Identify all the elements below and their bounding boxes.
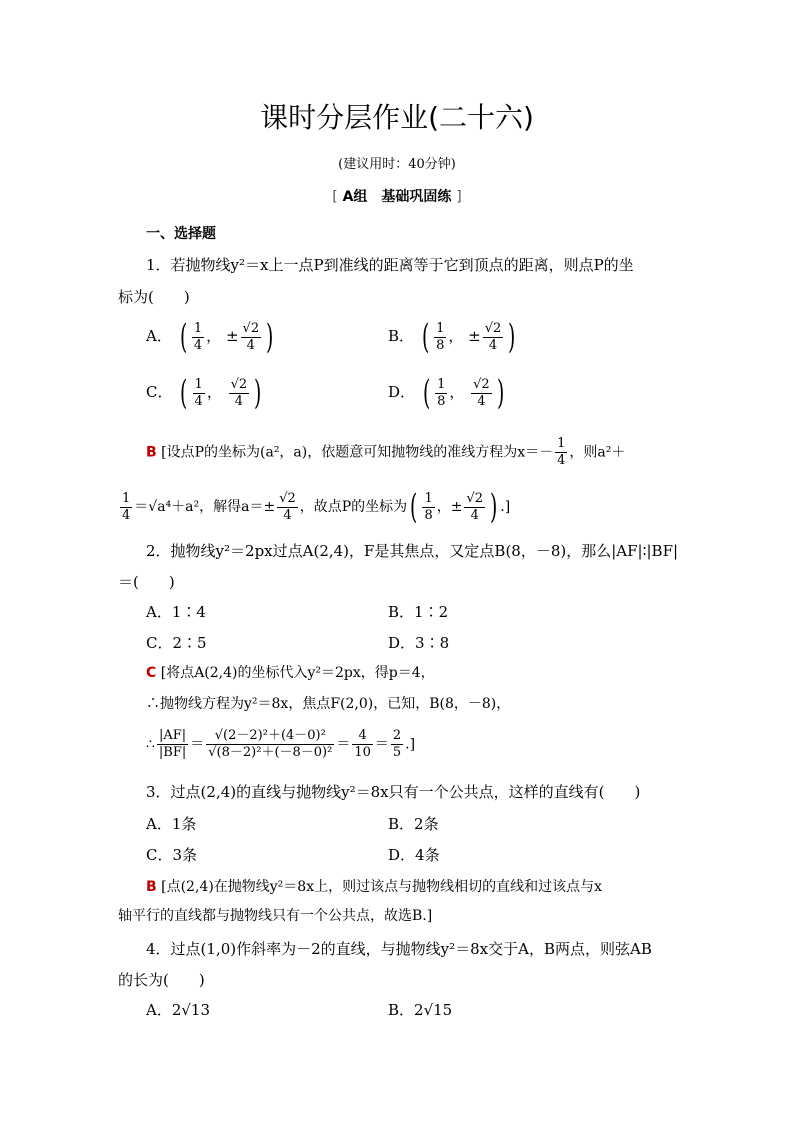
frac-num: 1 [194, 376, 203, 392]
frac-num: 1 [193, 320, 203, 336]
q1-option-d: D． ( $\frac{1}{8}$ ， $\frac{√2}{4}$ ) [388, 373, 504, 413]
right-paren: ) [490, 487, 498, 527]
right-paren: ) [266, 317, 274, 357]
q1-option-a-label: A． [146, 327, 172, 345]
group-tag-left: [ [332, 189, 338, 205]
q3-solution-line1 [146, 877, 602, 897]
q2-option-b: B．1∶2 [388, 603, 449, 621]
frac-den: 10 [354, 745, 371, 760]
q1-sol-tail2: ，故点P的坐标为 [299, 499, 408, 515]
q1-solution-line1 [146, 436, 625, 469]
q1-sol-pt-y [464, 491, 485, 524]
frac-den: 8 [436, 337, 445, 353]
frac-den: 4 [193, 337, 203, 353]
q2-sol-f4 [391, 728, 403, 761]
q1-c-y [229, 377, 250, 410]
frac-num: |AF| [157, 728, 188, 745]
group-tag-label: A组 基础巩固练 [342, 189, 452, 205]
q1-option-a: A． ( $\frac{1}{4}$ ， ± $\frac{√2}{4}$ ) [146, 317, 274, 357]
q2-sol-f1 [157, 728, 188, 761]
q4-option-b: B．2√15 [388, 1001, 453, 1019]
frac-den: 8 [424, 507, 433, 523]
q1-stem-line1: 1．若抛物线y²＝x上一点P到准线的距离等于它到顶点的距离，则点P的坐 [146, 256, 634, 274]
q1-b-x [434, 321, 446, 354]
right-paren: ) [254, 373, 262, 413]
q1-sol-text1: [设点P的坐标为(a²，a)，依题意可知抛物线的准线方程为x＝－ [161, 444, 554, 461]
section-heading: 一、选择题 [146, 226, 216, 242]
frac-num: √2 [466, 490, 484, 506]
frac-den: 8 [437, 393, 446, 409]
frac-den: 4 [234, 393, 244, 409]
frac-num: √2 [242, 320, 260, 336]
q3-option-a: A．1条 [146, 815, 197, 833]
q3-solution-line2: 轴平行的直线都与抛物线只有一个公共点，故选B.] [118, 908, 433, 924]
q2-stem-line2: ＝( ) [118, 573, 175, 591]
left-paren: ( [410, 487, 418, 527]
right-paren: ) [508, 317, 516, 357]
frac-den: 4 [122, 507, 131, 523]
q2-solution-line1 [146, 663, 435, 683]
left-paren: ( [422, 373, 431, 413]
q1-option-c: C． ( $\frac{1}{4}$ ， $\frac{√2}{4}$ ) [146, 373, 262, 413]
q1-b-y [483, 321, 504, 354]
q2-answer: C [146, 665, 157, 681]
q1-sol-end: .] [500, 499, 511, 515]
frac-num: √2 [279, 490, 296, 506]
q1-option-b-label: B． [388, 327, 415, 345]
frac-num: 1 [437, 376, 446, 392]
q2-sol-f3 [352, 728, 373, 761]
q1-option-d-label: D． [388, 383, 416, 401]
q1-sol-tail1: ，则a²＋ [569, 444, 626, 461]
q4-stem-line1: 4．过点(1,0)作斜率为－2的直线，与抛物线y²＝8x交于A，B两点，则弦AB [146, 940, 652, 958]
q2-sol-f2 [206, 728, 334, 761]
frac-num: √2 [473, 376, 490, 392]
group-tag [0, 186, 794, 206]
q2-solution-line3: ∴ $\frac{|AF|}{|BF|}$ ＝ $\frac{\text{√(2－2)²＋(4－0)²}}{\text{√(8－2)²＋(－8－0)²}}$ ＝ $\frac{4}{10}$ ＝ $\frac{2}{5}$ .] [146, 728, 416, 760]
frac-den: 4 [283, 507, 292, 523]
q1-sol-frac3 [277, 491, 298, 524]
q1-a-y [241, 321, 262, 354]
q1-sol-frac1 [555, 436, 567, 469]
frac-den: |BF| [158, 745, 187, 760]
q1-a-x [192, 321, 204, 354]
frac-den: 4 [246, 337, 255, 353]
q1-d-x [435, 377, 447, 410]
q3-option-c: C．3条 [146, 846, 198, 864]
q4-stem-line2: 的长为( ) [118, 971, 205, 989]
q3-sol-text1: [点(2,4)在抛物线y²＝8x上，则过该点与抛物线相切的直线和过该点与x [161, 879, 602, 895]
q2-sol-end: .] [405, 736, 416, 753]
plusminus: ± [450, 499, 463, 515]
frac-den: √(8－2)²＋(－8－0)² [208, 745, 333, 760]
q4-option-a: A．2√13 [146, 1001, 211, 1019]
frac-num: 2 [392, 728, 402, 743]
frac-num: 1 [122, 490, 131, 506]
q1-d-y [471, 377, 492, 410]
q1-sol-pt-x [422, 491, 434, 524]
page-title: 课时分层作业(二十六) [260, 101, 534, 134]
frac-num: 4 [352, 728, 373, 745]
frac-den: 4 [557, 453, 566, 468]
q3-option-b: B．2条 [388, 815, 439, 833]
therefore: ∴ [146, 736, 155, 753]
frac-num: 1 [424, 490, 433, 506]
frac-num: √(2－2)²＋(4－0)² [206, 728, 334, 745]
frac-den: 4 [470, 507, 479, 523]
frac-den: 4 [194, 393, 203, 409]
frac-num: √2 [230, 376, 248, 392]
q2-option-a: A．1∶4 [146, 603, 206, 621]
q3-option-d: D．4条 [388, 846, 440, 864]
q2-sol-text1: [将点A(2,4)的坐标代入y²＝2px，得p＝4， [160, 665, 435, 681]
q2-solution-line2: ∴抛物线方程为y²＝8x，焦点F(2,0)，已知，B(8，－8)， [146, 696, 511, 712]
plusminus: ± [468, 327, 481, 345]
frac-num: 1 [557, 436, 566, 451]
q3-answer: B [146, 879, 157, 895]
frac-num: 1 [436, 320, 445, 336]
left-paren: ( [421, 317, 430, 357]
q1-sol-mid2: ＝√a⁴＋a²，解得a＝± [134, 499, 276, 515]
frac-den: 4 [488, 337, 498, 353]
frac-den: 5 [392, 745, 402, 760]
page-subtitle: (建议用时：40分钟) [338, 157, 456, 172]
frac-num: √2 [484, 320, 502, 336]
frac-den: 4 [477, 393, 486, 409]
left-paren: ( [180, 373, 188, 413]
q2-option-d: D．3∶8 [388, 634, 450, 652]
q3-stem-line1: 3．过点(2,4)的直线与抛物线y²＝8x只有一个公共点，这样的直线有( ) [146, 783, 641, 801]
plusminus: ± [225, 327, 239, 345]
q2-option-c: C．2∶5 [146, 634, 207, 652]
q1-option-b: B． ( $\frac{1}{8}$ ， ± $\frac{√2}{4}$ ) [388, 317, 516, 357]
q1-answer: B [146, 444, 157, 461]
q1-option-c-label: C． [146, 383, 173, 401]
q1-stem-line2: 标为( ) [118, 288, 190, 306]
group-tag-right: ] [456, 189, 462, 205]
right-paren: ) [496, 373, 504, 413]
q1-sol-frac2 [120, 491, 132, 524]
q1-c-x [193, 377, 205, 410]
left-paren: ( [179, 317, 187, 357]
q2-stem-line1: 2．抛物线y²＝2px过点A(2,4)，F是其焦点，又定点B(8，－8)，那么|AF|∶|BF| [146, 542, 679, 560]
q1-solution-line2: $\frac{1}{4}$ ＝√a⁴＋a²，解得a＝± $\frac{√2}{4}$ ，故点P的坐标为( $\frac{1}{8}$ ，± $\frac{√2}{4}$ ) .] [122, 487, 511, 527]
